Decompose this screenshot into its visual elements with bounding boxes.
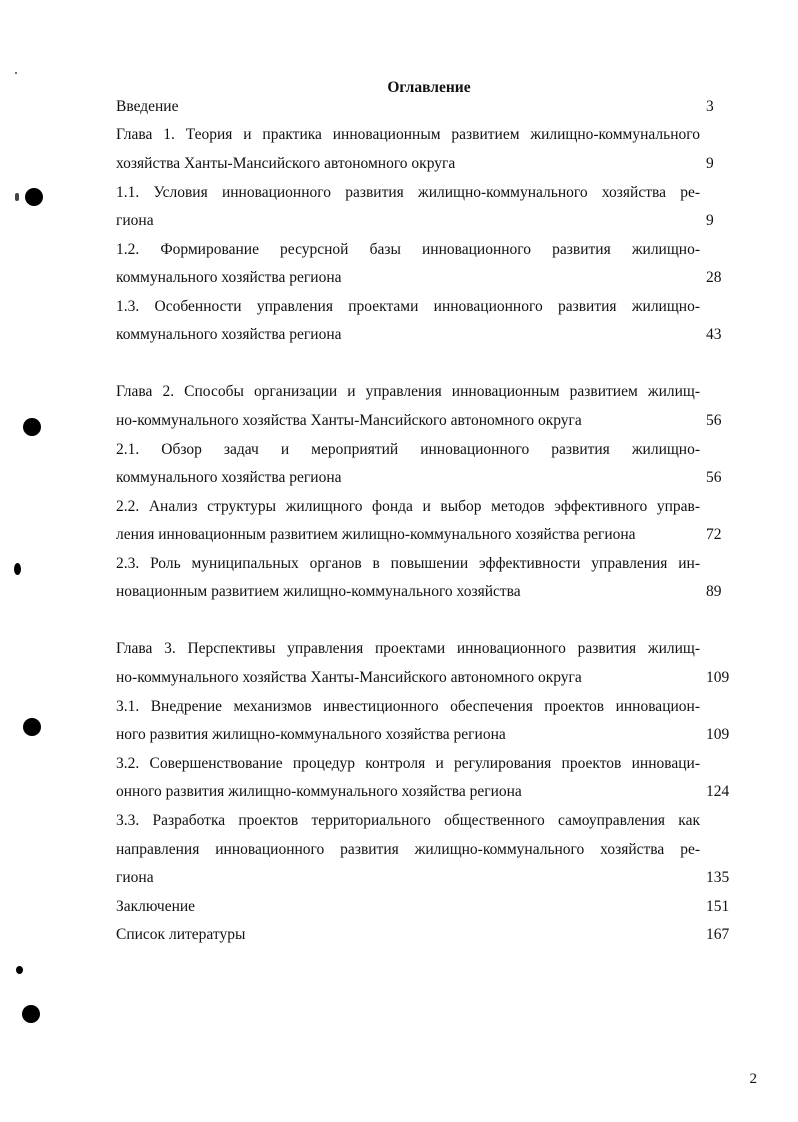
toc-page-number: 109: [706, 726, 730, 743]
toc-page-number: 109: [706, 669, 730, 686]
binder-hole-mark: [16, 966, 23, 974]
toc-entry-chapter-1: Глава 1. Теория и практика инновационным развитием жилищно-коммунального: [116, 126, 700, 143]
toc-page-number: 167: [706, 926, 730, 943]
toc-entry-section-1-3: коммунального хозяйства региона: [116, 326, 342, 343]
binder-hole-mark: [25, 188, 43, 206]
binder-hole-mark: [23, 718, 41, 736]
toc-entry-section-2-3: 2.3. Роль муниципальных органов в повышении эффективности управления ин-: [116, 555, 700, 572]
toc-entry-section-3-3: направления инновационного развития жилищно-коммунального хозяйства ре-: [116, 841, 700, 858]
binder-hole-mark: [14, 563, 21, 575]
toc-entry-chapter-3: Глава 3. Перспективы управления проектами инновационного развития жилищ-: [116, 640, 700, 657]
toc-entry-section-1-3: 1.3. Особенности управления проектами инновационного развития жилищно-: [116, 298, 700, 315]
scan-speck: [15, 193, 19, 201]
toc-entry-section-2-1: 2.1. Обзор задач и мероприятий инновационного развития жилищно-: [116, 441, 700, 458]
toc-entry-section-3-2: 3.2. Совершенствование процедур контроля и регулирования проектов инноваци-: [116, 755, 700, 772]
toc-entry-section-1-2: коммунального хозяйства региона: [116, 269, 342, 286]
toc-entry-chapter-1: хозяйства Ханты-Мансийского автономного округа: [116, 155, 456, 172]
toc-entry-section-1-1: гиона: [116, 212, 154, 229]
toc-entry-chapter-2: но-коммунального хозяйства Ханты-Мансийского автономного округа: [116, 412, 582, 429]
toc-page-number: 135: [706, 869, 730, 886]
toc-entry-chapter-2: Глава 2. Способы организации и управления инновационным развитием жилищ-: [116, 383, 700, 400]
toc-entry-introduction: Введение: [116, 98, 179, 115]
toc-entry-section-2-2: 2.2. Анализ структуры жилищного фонда и выбор методов эффективного управ-: [116, 498, 700, 515]
toc-entry-chapter-3: но-коммунального хозяйства Ханты-Мансийского автономного округа: [116, 669, 582, 686]
toc-entry-bibliography: Список литературы: [116, 926, 246, 943]
toc-page-number: 124: [706, 783, 730, 800]
toc-page-number: 56: [706, 412, 722, 429]
toc-page-number: 9: [706, 155, 714, 172]
binder-hole-mark: [22, 1005, 40, 1023]
toc-entry-section-1-2: 1.2. Формирование ресурсной базы инновационного развития жилищно-: [116, 241, 700, 258]
toc-entry-section-2-1: коммунального хозяйства региона: [116, 469, 342, 486]
toc-page-number: 151: [706, 898, 730, 915]
toc-title: Оглавление: [387, 79, 471, 96]
toc-entry-section-3-3: 3.3. Разработка проектов территориального общественного самоуправления как: [116, 812, 700, 829]
toc-page-number: 9: [706, 212, 714, 229]
toc-entry-section-2-2: ления инновационным развитием жилищно-коммунального хозяйства региона: [116, 526, 636, 543]
toc-entry-section-3-1: ного развития жилищно-коммунального хозяйства региона: [116, 726, 506, 743]
toc-page-number: 89: [706, 583, 722, 600]
toc-page-number: 28: [706, 269, 722, 286]
toc-entry-section-2-3: новационным развитием жилищно-коммунального хозяйства: [116, 583, 521, 600]
toc-entry-section-3-3: гиона: [116, 869, 154, 886]
toc-page-number: 72: [706, 526, 722, 543]
scan-speck: [15, 72, 17, 74]
binder-hole-mark: [23, 418, 41, 436]
toc-page-number: 3: [706, 98, 714, 115]
toc-entry-conclusion: Заключение: [116, 898, 196, 915]
toc-entry-section-1-1: 1.1. Условия инновационного развития жилищно-коммунального хозяйства ре-: [116, 184, 700, 201]
toc-page-number: 56: [706, 469, 722, 486]
toc-entry-section-3-2: онного развития жилищно-коммунального хозяйства региона: [116, 783, 522, 800]
toc-page-number: 43: [706, 326, 722, 343]
toc-entry-section-3-1: 3.1. Внедрение механизмов инвестиционного обеспечения проектов инновацион-: [116, 698, 700, 715]
page-number: 2: [749, 1071, 757, 1087]
